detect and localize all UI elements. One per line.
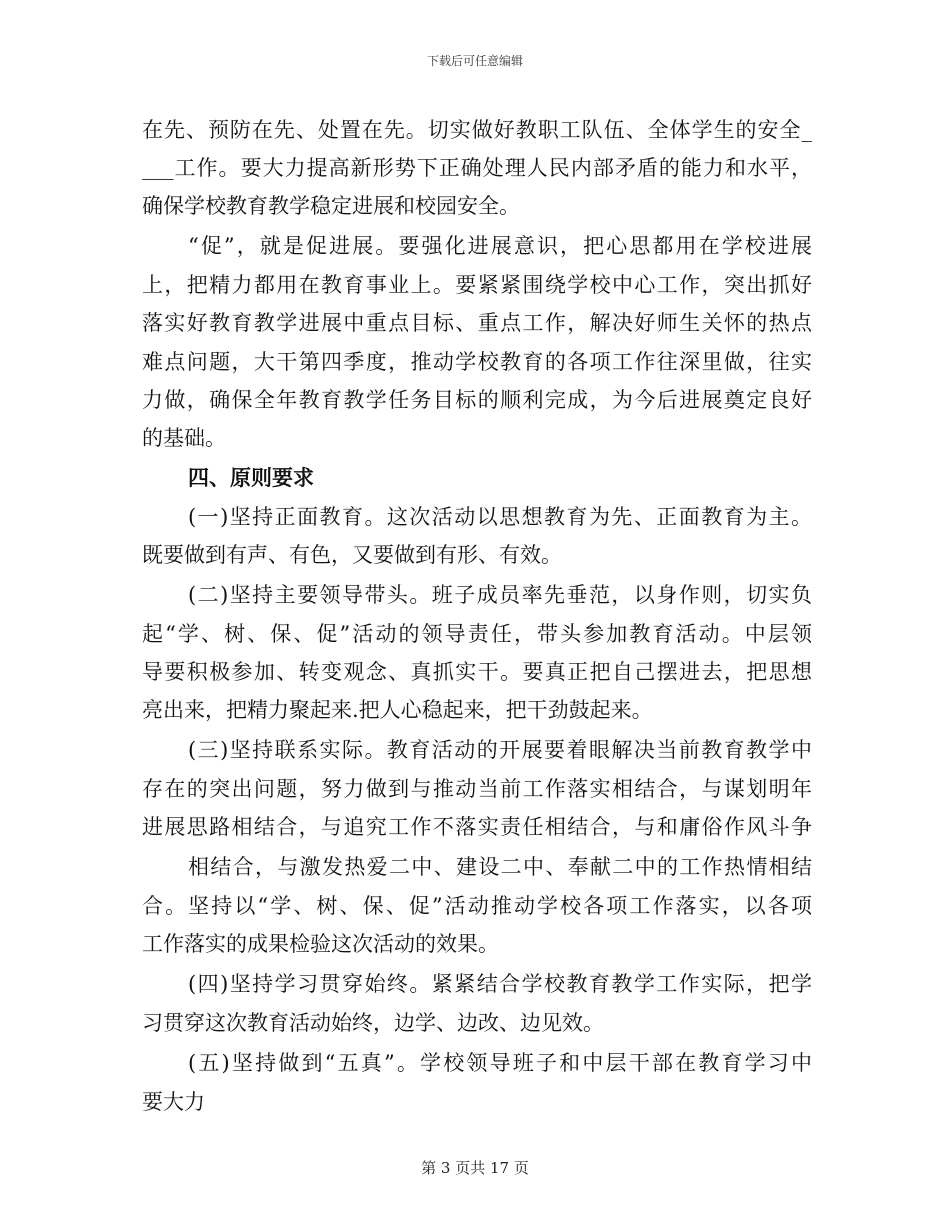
text-line: 在先、预防在先、处置在先。切实做好教职工队伍、全体学生的安全_ [142, 118, 812, 142]
text-line: 存在的突出问题，努力做到与推动当前工作落实相结合，与谋划明年 [142, 777, 812, 801]
text-line: ___工作。要大力提高新形势下正确处理人民内部矛盾的能力和水平， [142, 156, 812, 180]
text-line: 的基础。 [142, 426, 226, 450]
text-line: (二)坚持主要领导带头。班子成员率先垂范，以身作则，切实负 [188, 583, 812, 607]
text-line: 上，把精力都用在教育事业上。要紧紧围绕学校中心工作，突出抓好 [142, 273, 812, 297]
text-line: 亮出来，把精力聚起来.把人心稳起来，把干劲鼓起来。 [142, 698, 653, 722]
page-number: 第 3 页共 17 页 [421, 1159, 529, 1177]
text-line: 既要做到有声、有色，又要做到有形、有效。 [142, 543, 562, 567]
text-line: 力做，确保全年教育教学任务目标的顺利完成，为今后进展奠定良好 [142, 388, 812, 412]
text-line: (五)坚持做到“五真”。学校领导班子和中层干部在教育学习中 [188, 1051, 812, 1075]
text-line: 导要积极参加、转变观念、真抓实干。要真正把自己摆进去，把思想 [142, 660, 812, 684]
text-line: 落实好教育教学进展中重点目标、重点工作，解决好师生关怀的热点 [142, 311, 812, 335]
text-line: 起“学、树、保、促”活动的领导责任，带头参加教育活动。中层领 [142, 622, 812, 646]
text-line: (三)坚持联系实际。教育活动的开展要着眼解决当前教育教学中 [188, 738, 812, 762]
text-line: 合。坚持以“学、树、保、促”活动推动学校各项工作落实，以各项 [142, 894, 812, 918]
text-line: 习贯穿这次教育活动始终，边学、边改、边见效。 [142, 1011, 604, 1035]
section-heading: 四、原则要求 [188, 465, 314, 490]
text-line: 确保学校教育教学稳定进展和校园安全。 [142, 194, 520, 218]
text-line: 要大力 [142, 1090, 205, 1114]
text-line: 难点问题，大干第四季度，推动学校教育的各项工作往深里做，往实 [142, 350, 812, 374]
text-line: 工作落实的成果检验这次活动的效果。 [142, 932, 499, 956]
text-line: (一)坚持正面教育。这次活动以思想教育为先、正面教育为主。 [188, 505, 812, 529]
text-line: 相结合，与激发热爱二中、建设二中、奉献二中的工作热情相结 [188, 855, 812, 879]
page-header: 下载后可任意编辑 [426, 54, 523, 68]
text-line: 进展思路相结合，与追究工作不落实责任相结合，与和庸俗作风斗争 [142, 815, 812, 839]
text-line: “促”，就是促进展。要强化进展意识，把心思都用在学校进展 [188, 234, 812, 258]
text-line: (四)坚持学习贯穿始终。紧紧结合学校教育教学工作实际，把学 [188, 972, 812, 996]
